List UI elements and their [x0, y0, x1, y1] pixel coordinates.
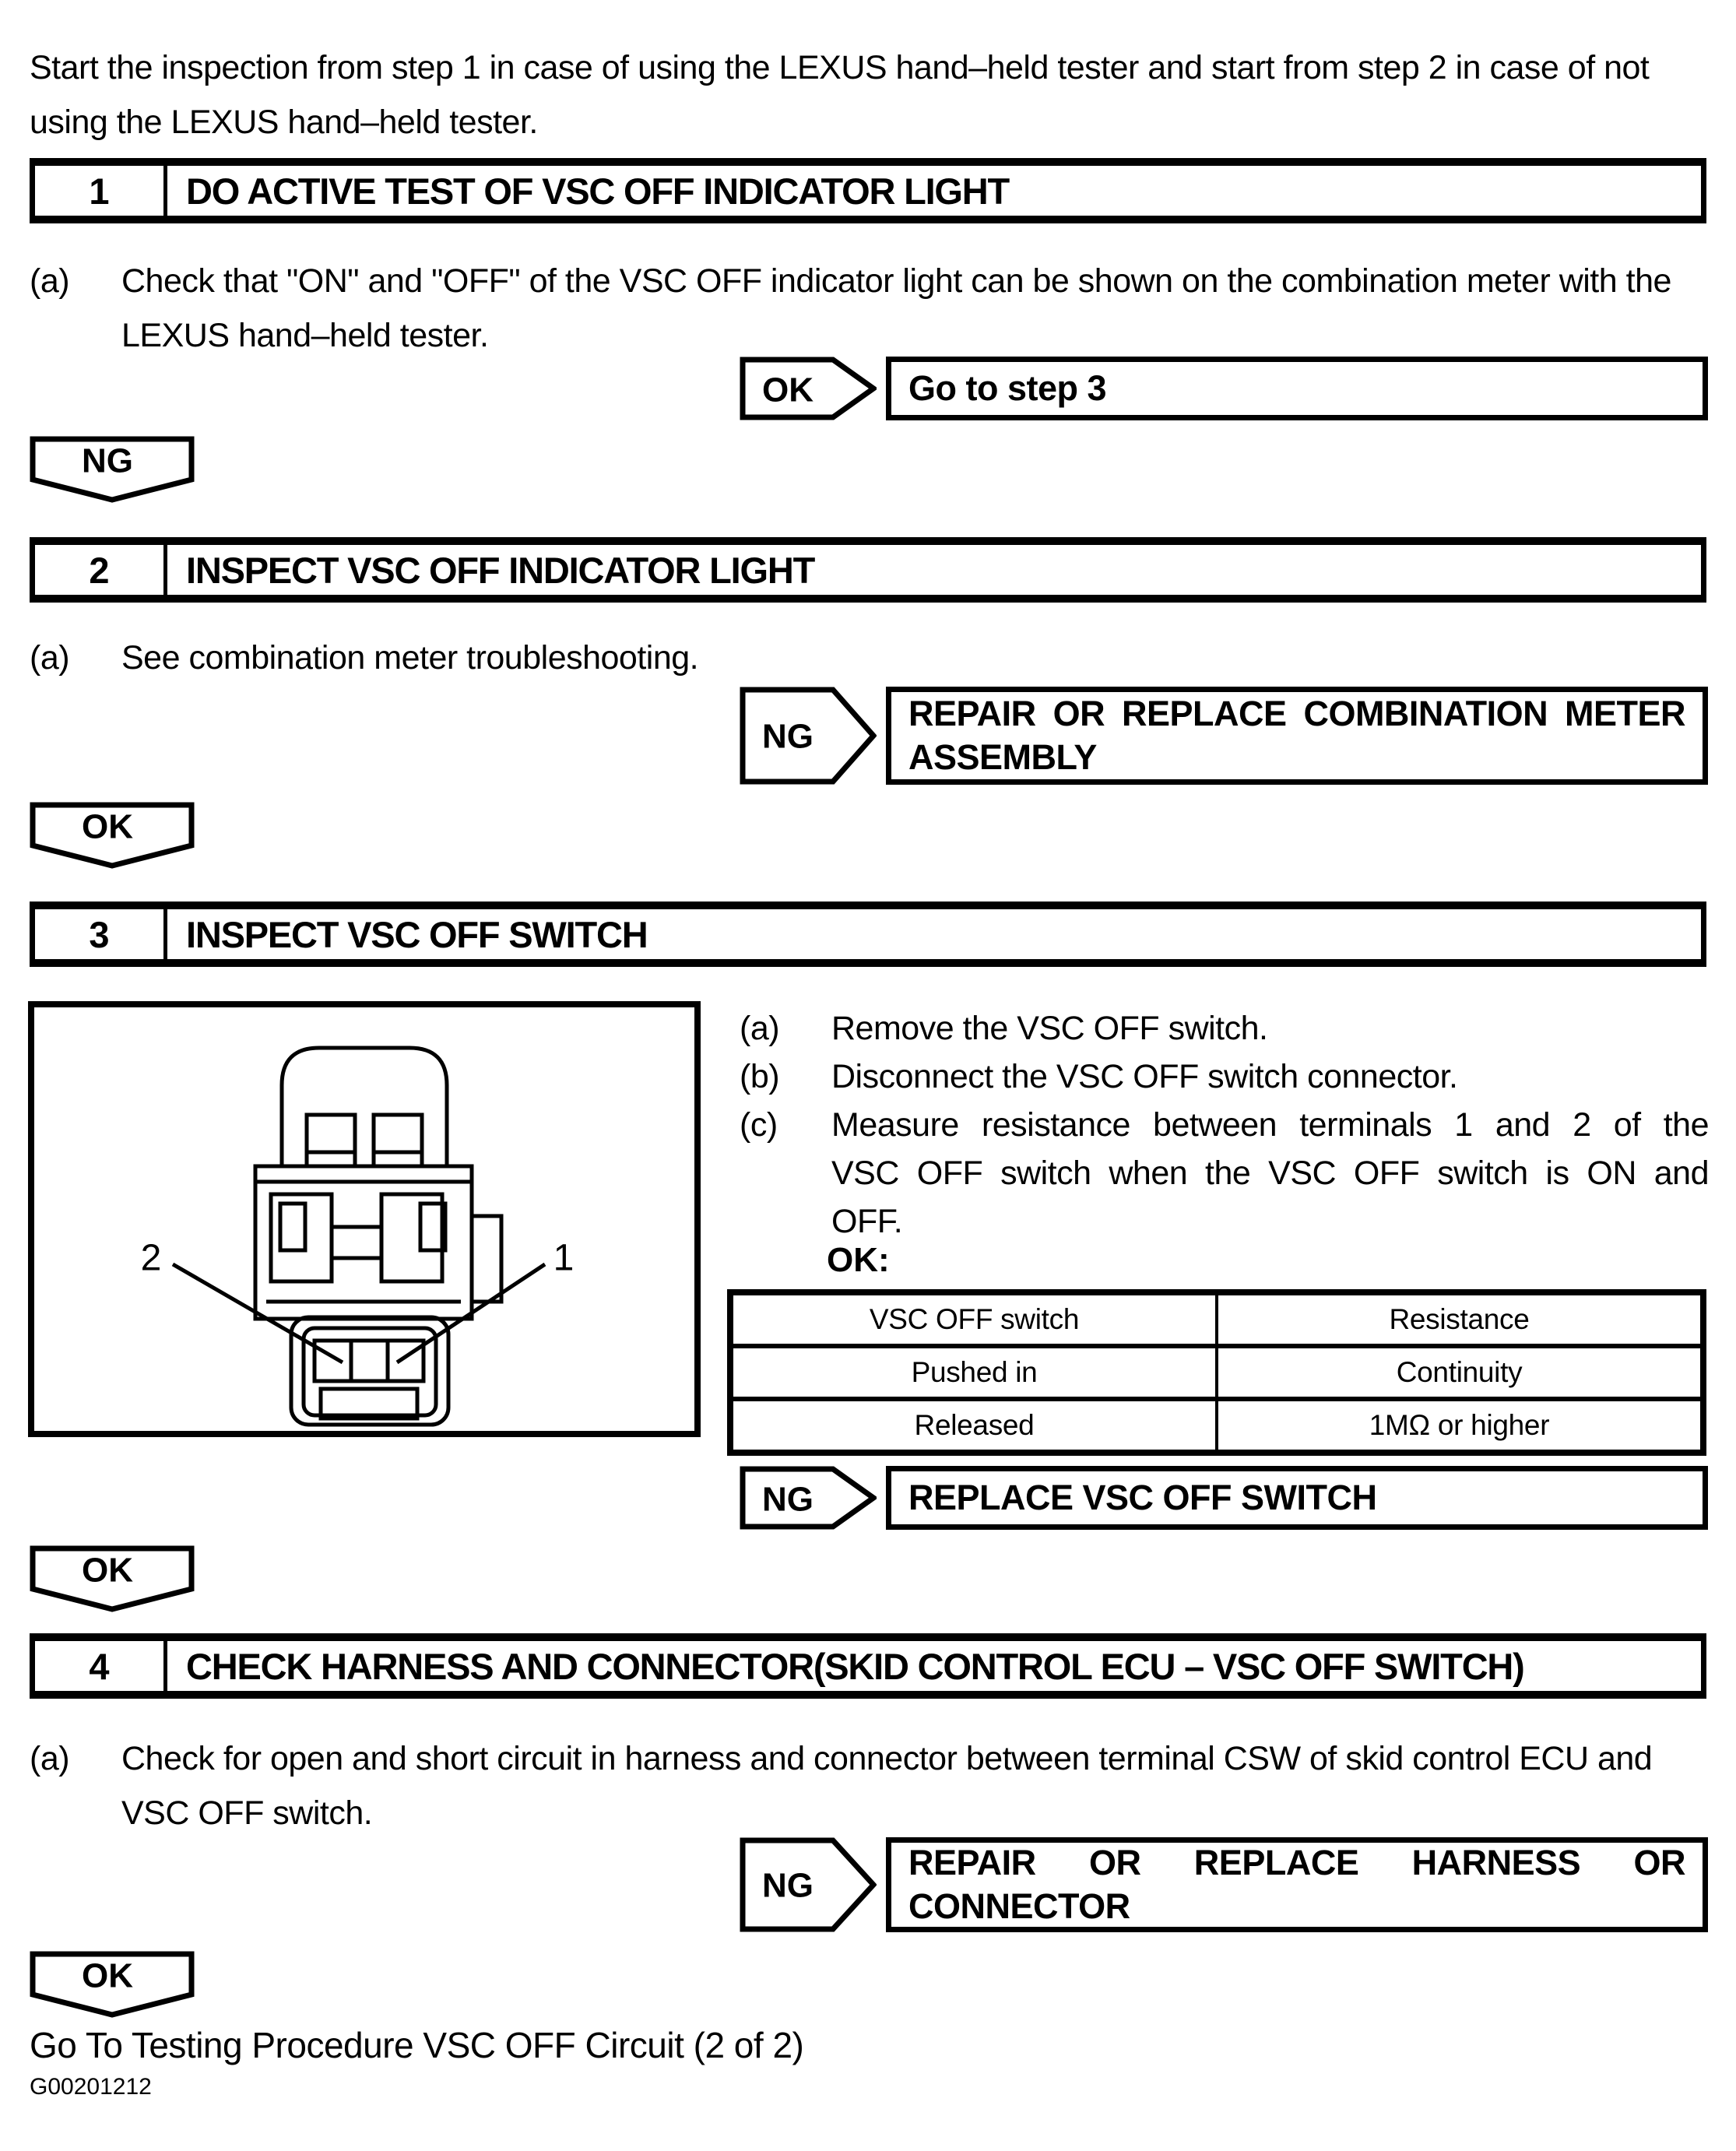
resistance-table	[727, 1289, 1706, 1456]
step-3-ng-flow	[740, 1466, 1708, 1530]
item-label: (a)	[30, 262, 70, 300]
ng-arrow-icon	[740, 1837, 877, 1932]
item-text: Remove the VSC OFF switch.	[831, 1010, 1268, 1047]
ng-arrow-label: NG	[762, 1866, 814, 1905]
ok-arrow-label: OK	[762, 371, 814, 409]
step-4-ng-flow	[740, 1837, 1708, 1932]
ok-down-pentagon-icon	[30, 802, 195, 869]
table-row	[733, 1401, 1700, 1450]
step-3-header	[30, 902, 1706, 967]
ng-arrow-icon	[740, 1466, 877, 1530]
ng-arrow-label: NG	[762, 717, 814, 756]
table-header-switch: VSC OFF switch	[869, 1303, 1080, 1335]
step-2-item-a	[30, 631, 1710, 685]
ok-down-label: OK	[82, 807, 133, 846]
item-text-line: OFF.	[831, 1203, 903, 1240]
ok-down-label: OK	[82, 1956, 133, 1995]
table-cell-condition: Pushed in	[911, 1356, 1038, 1388]
step-2-number: 2	[35, 545, 167, 595]
step-2-ng-flow	[740, 687, 1708, 785]
item-text: See combination meter troubleshooting.	[121, 639, 699, 677]
step-3-item-b	[740, 1053, 1719, 1101]
ok-down-pentagon-icon	[30, 1951, 195, 2018]
item-text-line: Measure resistance between terminals 1 and 2 of the	[831, 1106, 1709, 1144]
result-line: REPAIR OR REPLACE HARNESS OR	[908, 1843, 1685, 1882]
footer-go-to-text: Go To Testing Procedure VSC OFF Circuit (2 of 2)	[30, 2025, 804, 2065]
terminal-label-1: 1	[553, 1237, 575, 1279]
terminal-label-2: 2	[140, 1237, 162, 1279]
figure-box	[28, 1001, 701, 1437]
step-4-header	[30, 1633, 1706, 1699]
step-1-ok-flow	[740, 357, 1708, 420]
ng-arrow-icon	[740, 687, 877, 785]
step-4-number: 4	[35, 1641, 167, 1691]
item-text: Disconnect the VSC OFF switch connector.	[831, 1058, 1458, 1095]
ok-condition-heading: OK:	[827, 1241, 890, 1279]
item-label: (a)	[30, 1740, 70, 1777]
terminal-strip	[315, 1341, 423, 1381]
step-3-title: INSPECT VSC OFF SWITCH	[186, 913, 648, 955]
step-4-item-a	[30, 1731, 1710, 1840]
table-header-row	[733, 1295, 1700, 1348]
result-line: CONNECTOR	[908, 1886, 1130, 1926]
table-header-resistance: Resistance	[1215, 1295, 1700, 1344]
step-2-header	[30, 537, 1706, 603]
result-line: REPAIR OR REPLACE COMBINATION METER	[908, 694, 1685, 733]
table-cell-value: 1MΩ or higher	[1215, 1401, 1700, 1450]
intro-paragraph: Start the inspection from step 1 in case of using the LEXUS hand–held tester and start from step 2 in case of not using the LEXUS hand–held tester.	[30, 49, 1650, 141]
step-1-number: 1	[35, 166, 167, 216]
step-1-header	[30, 158, 1706, 223]
table-row	[733, 1348, 1700, 1401]
item-label: (b)	[740, 1058, 780, 1095]
step-4-title: CHECK HARNESS AND CONNECTOR(SKID CONTROL ECU – VSC OFF SWITCH)	[186, 1645, 1524, 1687]
step-3-item-a	[740, 1004, 1719, 1053]
figure-code: G00201212	[30, 2074, 152, 2100]
switch-body	[255, 1166, 472, 1319]
step-3-ng-result-box	[886, 1466, 1708, 1530]
item-label: (a)	[740, 1010, 780, 1047]
step-4-ng-result-box	[886, 1837, 1708, 1932]
result-line: REPLACE VSC OFF SWITCH	[908, 1478, 1377, 1517]
table-cell-condition: Released	[914, 1409, 1035, 1441]
item-label: (a)	[30, 639, 70, 677]
ok-arrow-icon	[740, 357, 877, 420]
ng-down-pentagon-icon	[30, 436, 195, 503]
item-text-line: VSC OFF switch when the VSC OFF switch is ON and	[831, 1155, 1709, 1192]
switch-side-tab	[472, 1216, 501, 1302]
ng-down-label: NG	[82, 441, 133, 480]
item-label: (c)	[740, 1106, 778, 1144]
item-text: Check for open and short circuit in harness and connector between terminal CSW of skid control ECU and VSC OFF switch.	[121, 1740, 1653, 1832]
step-2-ng-result-box	[886, 687, 1708, 785]
step-1-title: DO ACTIVE TEST OF VSC OFF INDICATOR LIGHT	[186, 170, 1010, 212]
result-line: Go to step 3	[908, 368, 1107, 408]
item-text: Check that "ON" and "OFF" of the VSC OFF indicator light can be shown on the combination meter with the LEXUS hand–held tester.	[121, 262, 1671, 354]
switch-latch-right	[374, 1115, 422, 1166]
step-1-item-a	[30, 254, 1710, 363]
step-1-ok-result-box	[886, 357, 1708, 420]
terminal-2-pointer-line	[173, 1264, 343, 1362]
vsc-off-switch-diagram	[34, 1007, 694, 1431]
step-3-number: 3	[35, 909, 167, 959]
step-3-item-c	[740, 1101, 1709, 1246]
switch-latch-left	[307, 1115, 355, 1166]
result-line: ASSEMBLY	[908, 737, 1097, 777]
ok-down-pentagon-icon	[30, 1545, 195, 1612]
ok-down-label: OK	[82, 1551, 133, 1590]
ng-arrow-label: NG	[762, 1480, 814, 1519]
table-cell-value: Continuity	[1215, 1348, 1700, 1397]
step-2-title: INSPECT VSC OFF INDICATOR LIGHT	[186, 549, 815, 591]
